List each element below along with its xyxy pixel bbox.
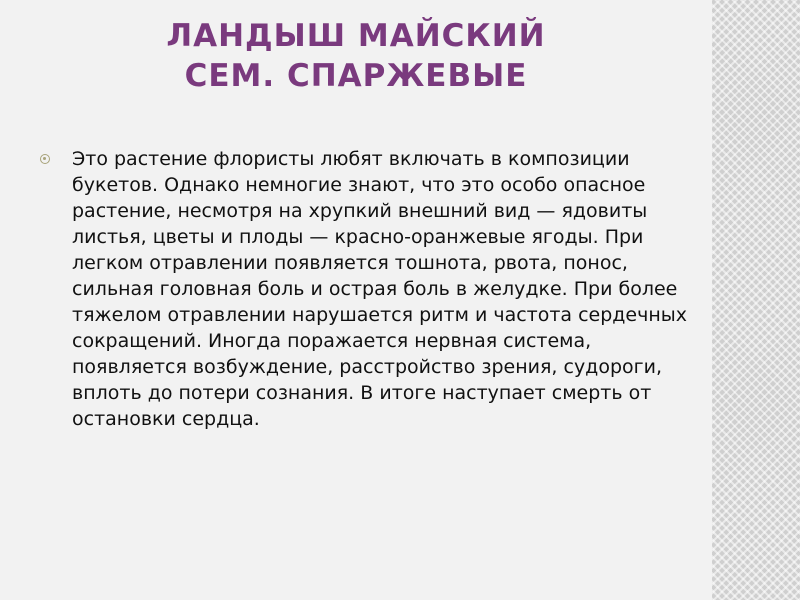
title-line-2: СЕМ. СПАРЖЕВЫЕ (184, 58, 528, 94)
body-paragraph: Это растение флористы любят включать в композиции букетов. Однако немногие знают, что это особо опасное растение, несмотря на хрупкий внешний вид — ядовиты листья, цветы и плоды — красно-оранжевые ягоды. При легком отравлении появляется тошнота, рвота, понос, сильная головная боль и острая боль в желудке. При более тяжелом отравлении нарушается ритм и частота сердечных сокращений. Иногда поражается нервная система, появляется возбуждение, расстройство зрения, судороги, вплоть до потери сознания. В итоге наступает смерть от остановки сердца. (72, 148, 688, 430)
decorative-side-strip (712, 0, 800, 600)
title-line-1: ЛАНДЫШ МАЙСКИЙ (166, 18, 546, 54)
circle-bullet-icon (40, 154, 50, 164)
slide-title (0, 16, 712, 96)
